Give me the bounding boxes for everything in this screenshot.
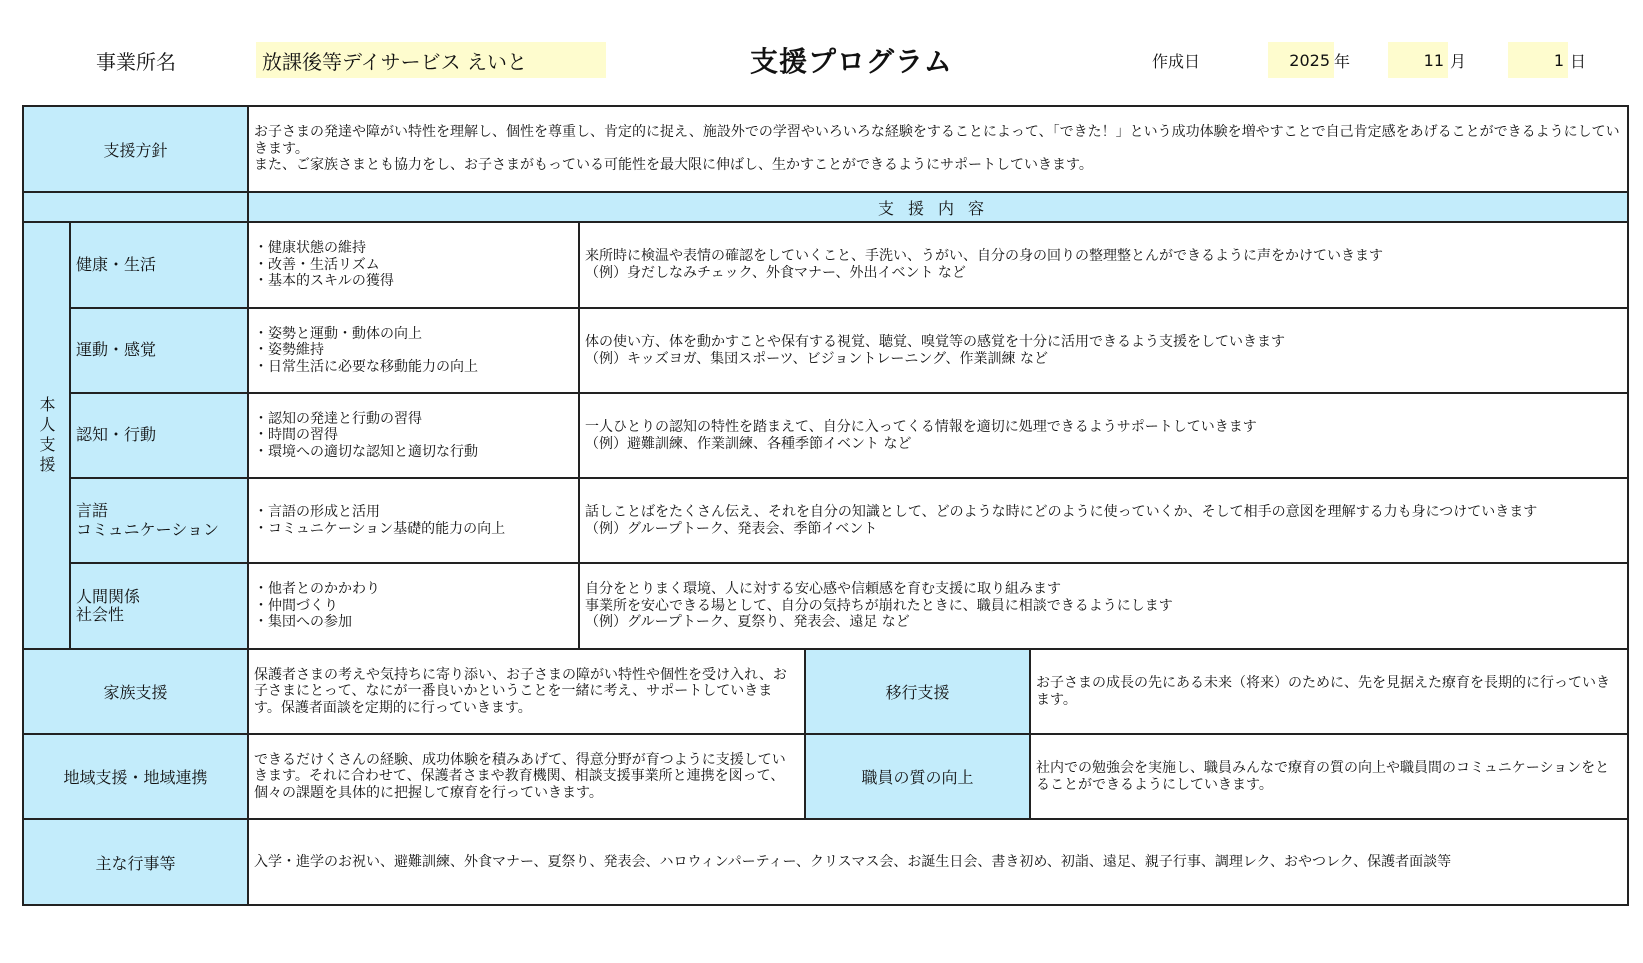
- community-support-text[interactable]: できるだけくさんの経験、成功体験を積みあげて、得意分野が育つように支援していきます。それに合わせて、保護者さまや教育機関、相談支援事業所と連携を図って、個々の課題を具体的に把握して療育を行っていきます。: [248, 734, 805, 819]
- support-program-table: [22, 105, 1629, 906]
- support-content-header-row: [23, 192, 1628, 222]
- year-unit: 年: [1334, 51, 1351, 71]
- points-health-life[interactable]: ・健康状態の維持 ・改善・生活リズム ・基本的スキルの獲得: [248, 222, 579, 308]
- points-motor-sensory[interactable]: ・姿勢と運動・動体の向上 ・姿勢維持 ・日常生活に必要な移動能力の向上: [248, 308, 579, 393]
- self-support-row-social: [23, 563, 1628, 649]
- category-relationships-social: 人間関係 社会性: [70, 563, 248, 649]
- transition-support-label: 移行支援: [805, 649, 1030, 734]
- details-relationships-social[interactable]: 自分をとりまく環境、人に対する安心感や信頼感を育む支援に取り組みます 事業所を安心できる場として、自分の気持ちが崩れたときに、職員に相談できるようにします （例）グループトーク、夏祭り、発表会、遠足 など: [579, 563, 1628, 649]
- family-transition-row: [23, 649, 1628, 734]
- year-field[interactable]: 2025: [1268, 42, 1334, 78]
- details-cognition-behavior[interactable]: 一人ひとりの認知の特性を踏まえて、自分に入ってくる情報を適切に処理できるようサポートしていきます （例）避難訓練、作業訓練、各種季節イベント など: [579, 393, 1628, 478]
- events-label: 主な行事等: [23, 819, 248, 905]
- self-support-row-language: [23, 478, 1628, 563]
- support-content-header-blank: [23, 192, 248, 222]
- category-cognition-behavior: 認知・行動: [70, 393, 248, 478]
- details-motor-sensory[interactable]: 体の使い方、体を動かすことや保有する視覚、聴覚、嗅覚等の感覚を十分に活用できるよう支援をしていきます （例）キッズヨガ、集団スポーツ、ビジョントレーニング、作業訓練 など: [579, 308, 1628, 393]
- details-language-communication[interactable]: 話しことばをたくさん伝え、それを自分の知識として、どのような時にどのように使っていくか、そして相手の意図を理解する力も身につけていきます （例）グループトーク、発表会、季節イベント: [579, 478, 1628, 563]
- day-unit: 日: [1570, 51, 1587, 71]
- support-content-header: 支援内容: [248, 192, 1628, 222]
- family-support-text[interactable]: 保護者さまの考えや気持ちに寄り添い、お子さまの障がい特性や個性を受け入れ、お子さまにとって、なにが一番良いかということを一緒に考え、サポートしていきます。保護者面談を定期的に行っていきます。: [248, 649, 805, 734]
- self-support-label: 本人支援: [23, 222, 70, 649]
- office-name-field[interactable]: 放課後等デイサービス えいと: [256, 42, 606, 78]
- staff-quality-text[interactable]: 社内での勉強会を実施し、職員みんなで療育の質の向上や職員間のコミュニケーションをとることができるようにしていきます。: [1030, 734, 1628, 819]
- policy-label: 支援方針: [23, 106, 248, 192]
- month-field[interactable]: 11: [1388, 42, 1448, 78]
- policy-text[interactable]: お子さまの発達や障がい特性を理解し、個性を尊重し、肯定的に捉え、施設外での学習やいろいろな経験をすることによって、「できた！」という成功体験を増やすことで自己肯定感をあげることができるようにしていきます。 また、ご家族さまとも協力をし、お子さまがもっている可能性を最大限に伸ばし、生かすことができるようにサポートしていきます。: [248, 106, 1628, 192]
- created-date-label: 作成日: [1152, 51, 1201, 71]
- policy-row: [23, 106, 1628, 192]
- category-health-life: 健康・生活: [70, 222, 248, 308]
- details-health-life[interactable]: 来所時に検温や表情の確認をしていくこと、手洗い、うがい、自分の身の回りの整理整とんができるように声をかけていきます （例）身だしなみチェック、外食マナー、外出イベント など: [579, 222, 1628, 308]
- transition-support-text[interactable]: お子さまの成長の先にある未来（将来）のために、先を見据えた療育を長期的に行っていきます。: [1030, 649, 1628, 734]
- category-motor-sensory: 運動・感覚: [70, 308, 248, 393]
- points-language-communication[interactable]: ・言語の形成と活用 ・コミュニケーション基礎的能力の向上: [248, 478, 579, 563]
- staff-quality-label: 職員の質の向上: [805, 734, 1030, 819]
- month-unit: 月: [1450, 51, 1467, 71]
- community-staff-row: [23, 734, 1628, 819]
- day-field[interactable]: 1: [1508, 42, 1568, 78]
- family-support-label: 家族支援: [23, 649, 248, 734]
- document-title: 支援プログラム: [750, 45, 953, 78]
- events-row: [23, 819, 1628, 905]
- community-support-label: 地域支援・地域連携: [23, 734, 248, 819]
- self-support-row-health: [23, 222, 1628, 308]
- self-support-row-motor: [23, 308, 1628, 393]
- self-support-row-cognition: [23, 393, 1628, 478]
- category-language-communication: 言語 コミュニケーション: [70, 478, 248, 563]
- points-cognition-behavior[interactable]: ・認知の発達と行動の習得 ・時間の習得 ・環境への適切な認知と適切な行動: [248, 393, 579, 478]
- events-text[interactable]: 入学・進学のお祝い、避難訓練、外食マナー、夏祭り、発表会、ハロウィンパーティー、クリスマス会、お誕生日会、書き初め、初詣、遠足、親子行事、調理レク、おやつレク、保護者面談等: [248, 819, 1628, 905]
- office-name-label: 事業所名: [96, 49, 176, 74]
- points-relationships-social[interactable]: ・他者とのかかわり ・仲間づくり ・集団への参加: [248, 563, 579, 649]
